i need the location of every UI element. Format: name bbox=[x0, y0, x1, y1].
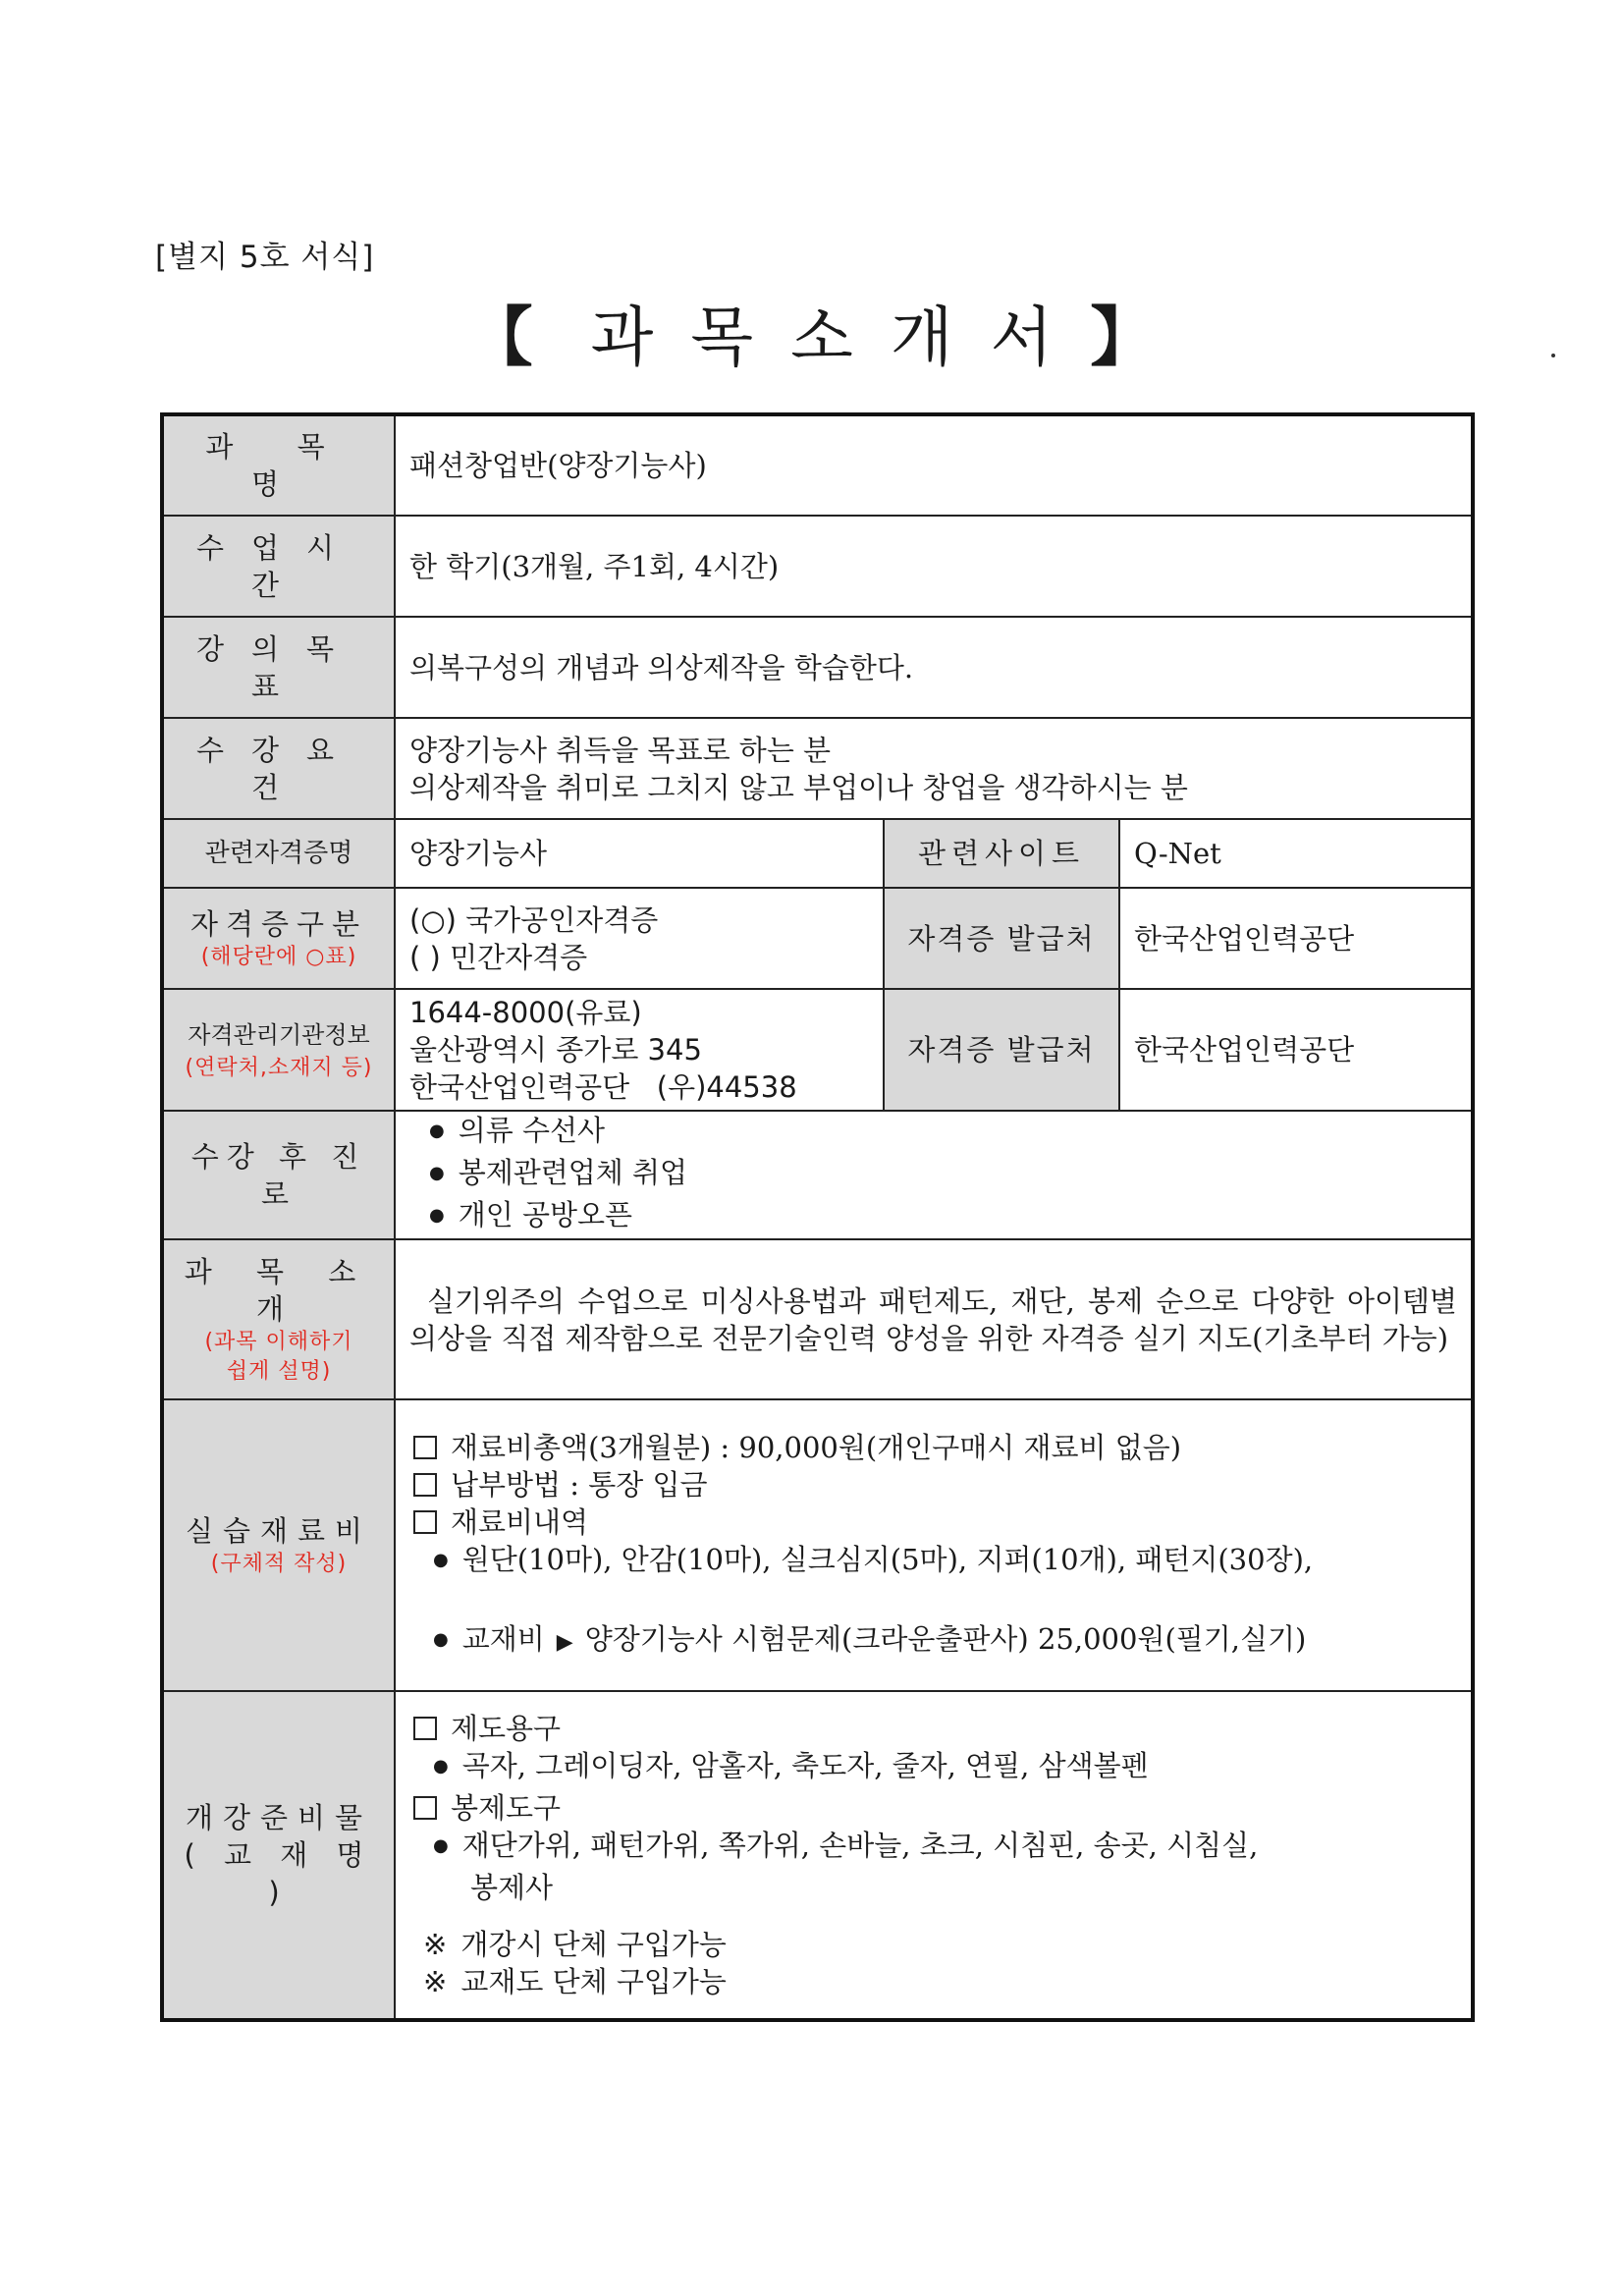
prep-sewing-items-cont: 봉제사 bbox=[470, 1871, 554, 1904]
value-issuer-2: 한국산업인력공단 bbox=[1119, 989, 1473, 1111]
arrow-icon: ▶ bbox=[556, 1629, 573, 1655]
agency-phone: 1644-8000(유료) bbox=[409, 996, 642, 1029]
value-prep bbox=[395, 1691, 1473, 2020]
row-cert-name bbox=[162, 819, 1473, 888]
materials-item-textbook: ● 교재비 ▶ 양장기능사 시험문제(크라운출판사) 25,000원(필기,실기) bbox=[413, 1620, 1457, 1663]
label-prep: 개강준비물 ( 교 재 명 ) bbox=[162, 1691, 395, 2020]
prep-drafting-items: ● 곡자, 그레이딩자, 암홀자, 축도자, 줄자, 연필, 삼색볼펜 bbox=[413, 1747, 1457, 1789]
row-goal bbox=[162, 617, 1473, 718]
value-site: Q-Net bbox=[1119, 819, 1473, 888]
prep-sewing: 봉제도구 bbox=[413, 1789, 1457, 1827]
row-cert-type bbox=[162, 888, 1473, 989]
agency-name: 한국산업인력공단 (우)44538 bbox=[409, 1070, 797, 1104]
prep-note: ※ 개강시 단체 구입가능 bbox=[413, 1926, 1457, 1963]
prep-note: ※ 교재도 단체 구입가능 bbox=[413, 1963, 1457, 2000]
materials-payment: 납부방법 : 통장 입금 bbox=[413, 1466, 1457, 1503]
course-form-table bbox=[160, 412, 1475, 2022]
career-item: ● 개인 공방오픈 bbox=[409, 1196, 1457, 1238]
row-requirements bbox=[162, 718, 1473, 819]
label-agency: 자격관리기관정보 (연락처,소재지 등) bbox=[162, 989, 395, 1111]
label-agency-hint: (연락처,소재지 등) bbox=[185, 1056, 373, 1080]
agency-address: 울산광역시 종가로 345 bbox=[409, 1033, 702, 1066]
cert-option-national: (○) 국가공인자격증 bbox=[409, 902, 659, 937]
document-title-text: 과목소개서 bbox=[590, 300, 1091, 375]
prep-sewing-items: ● 재단가위, 패턴가위, 쪽가위, 손바늘, 초크, 시침핀, 송곳, 시침실, bbox=[413, 1827, 1457, 1869]
label-subject: 과 목 명 bbox=[162, 414, 395, 516]
label-site: 관련사이트 bbox=[884, 819, 1119, 888]
label-cert-type-hint: (해당란에 ○표) bbox=[200, 944, 357, 969]
requirement-line: 양장기능사 취득을 목표로 하는 분 bbox=[409, 733, 832, 767]
materials-breakdown: 재료비내역 bbox=[413, 1503, 1457, 1541]
value-cert-type bbox=[395, 888, 884, 989]
row-intro bbox=[162, 1239, 1473, 1399]
label-cert-type: 자격증구분 (해당란에 ○표) bbox=[162, 888, 395, 989]
value-issuer: 한국산업인력공단 bbox=[1119, 888, 1473, 989]
row-career bbox=[162, 1111, 1473, 1239]
value-career bbox=[395, 1111, 1473, 1239]
label-requirements: 수강요건 bbox=[162, 718, 395, 819]
row-subject bbox=[162, 414, 1473, 516]
label-intro: 과 목 소 개 (과목 이해하기 쉽게 설명) bbox=[162, 1239, 395, 1399]
prep-drafting: 제도용구 bbox=[413, 1710, 1457, 1747]
value-goal: 의복구성의 개념과 의상제작을 학습한다. bbox=[395, 617, 1473, 718]
career-item: ● 의류 수선사 bbox=[409, 1112, 1457, 1154]
materials-item-fabric: ● 원단(10마), 안감(10마), 실크심지(5마), 지퍼(10개), 패턴지(30장), bbox=[413, 1541, 1457, 1583]
form-number: [별지 5호 서식] bbox=[155, 240, 375, 275]
materials-cost: 재료비총액(3개월분) : 90,000원(개인구매시 재료비 없음) bbox=[413, 1429, 1457, 1466]
label-issuer-2: 자격증 발급처 bbox=[884, 989, 1119, 1111]
cert-option-private: ( ) 민간자격증 bbox=[409, 940, 588, 974]
value-materials bbox=[395, 1399, 1473, 1691]
value-cert-name: 양장기능사 bbox=[395, 819, 884, 888]
row-materials bbox=[162, 1399, 1473, 1691]
label-issuer: 자격증 발급처 bbox=[884, 888, 1119, 989]
label-career: 수강 후 진로 bbox=[162, 1111, 395, 1239]
career-item: ● 봉제관련업체 취업 bbox=[409, 1154, 1457, 1196]
value-subject: 패션창업반(양장기능사) bbox=[395, 414, 1473, 516]
document-title: 【 과목소개서】 bbox=[467, 300, 1156, 375]
label-hours: 수업시간 bbox=[162, 516, 395, 617]
label-cert-name: 관련자격증명 bbox=[162, 819, 395, 888]
value-requirements bbox=[395, 718, 1473, 819]
row-hours bbox=[162, 516, 1473, 617]
scan-dot bbox=[1551, 354, 1555, 357]
value-hours: 한 학기(3개월, 주1회, 4시간) bbox=[395, 516, 1473, 617]
label-materials: 실습재료비 (구체적 작성) bbox=[162, 1399, 395, 1691]
value-agency bbox=[395, 989, 884, 1111]
label-goal: 강의목표 bbox=[162, 617, 395, 718]
requirement-line: 의상제작을 취미로 그치지 않고 부업이나 창업을 생각하시는 분 bbox=[409, 770, 1188, 804]
row-agency bbox=[162, 989, 1473, 1111]
row-prep bbox=[162, 1691, 1473, 2020]
value-intro: 실기위주의 수업으로 미싱사용법과 패턴제도, 재단, 봉제 순으로 다양한 아이템별 의상을 직접 제작함으로 전문기술인력 양성을 위한 자격증 실기 지도(기초부터 가능) bbox=[395, 1239, 1473, 1399]
